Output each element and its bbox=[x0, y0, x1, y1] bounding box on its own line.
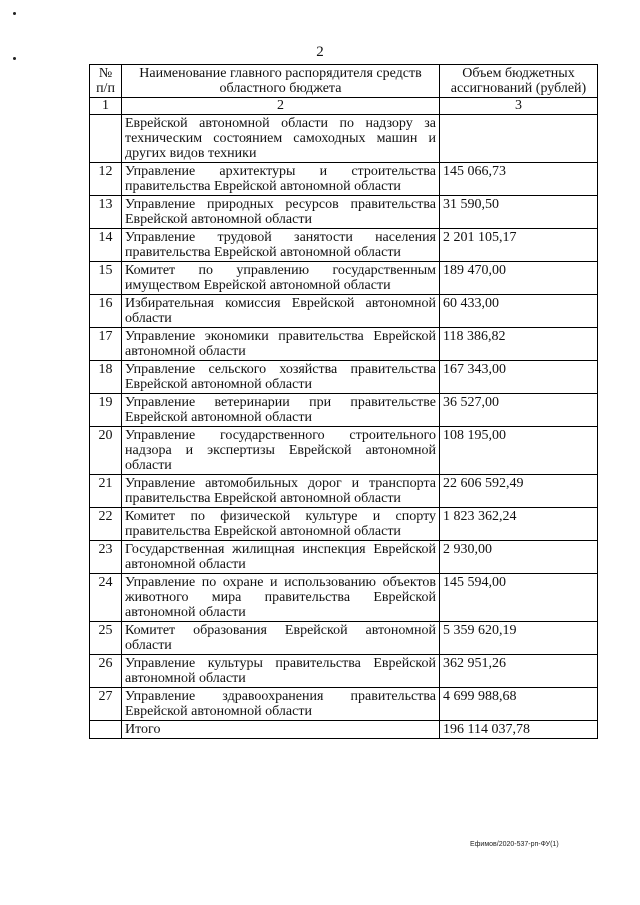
header-name: Наименование главного распорядителя средств областного бюджета bbox=[122, 65, 440, 98]
row-name: Избирательная комиссия Еврейской автономной области bbox=[122, 295, 440, 328]
row-amount: 108 195,00 bbox=[440, 427, 598, 475]
table-row bbox=[90, 262, 598, 295]
table-row bbox=[90, 688, 598, 721]
row-name: Управление природных ресурсов правительства Еврейской автономной области bbox=[122, 196, 440, 229]
row-number: 25 bbox=[90, 622, 122, 655]
row-number: 12 bbox=[90, 163, 122, 196]
header-number: № п/п bbox=[90, 65, 122, 98]
row-amount: 1 823 362,24 bbox=[440, 508, 598, 541]
table-row bbox=[90, 295, 598, 328]
row-amount: 2 930,00 bbox=[440, 541, 598, 574]
table-row bbox=[90, 229, 598, 262]
row-amount: 167 343,00 bbox=[440, 361, 598, 394]
row-name: Еврейской автономной области по надзору за техническим состоянием самоходных машин и других видов техники bbox=[122, 115, 440, 163]
row-number: 22 bbox=[90, 508, 122, 541]
row-name: Управление здравоохранения правительства Еврейской автономной области bbox=[122, 688, 440, 721]
row-amount: 36 527,00 bbox=[440, 394, 598, 427]
row-amount bbox=[440, 115, 598, 163]
table-row bbox=[90, 508, 598, 541]
table-row bbox=[90, 115, 598, 163]
row-number: 13 bbox=[90, 196, 122, 229]
scan-speck bbox=[13, 12, 16, 15]
row-amount: 189 470,00 bbox=[440, 262, 598, 295]
row-amount: 118 386,82 bbox=[440, 328, 598, 361]
row-number: 27 bbox=[90, 688, 122, 721]
row-name: Управление по охране и использованию объектов животного мира правительства Еврейской автономной области bbox=[122, 574, 440, 622]
row-amount: 2 201 105,17 bbox=[440, 229, 598, 262]
row-name: Управление сельского хозяйства правительства Еврейской автономной области bbox=[122, 361, 440, 394]
row-name: Комитет по физической культуре и спорту правительства Еврейской автономной области bbox=[122, 508, 440, 541]
document-code: Ефимов/2020-537-рп-ФУ(1) bbox=[470, 841, 559, 848]
row-amount: 145 594,00 bbox=[440, 574, 598, 622]
column-index: 2 bbox=[122, 98, 440, 115]
row-number: 18 bbox=[90, 361, 122, 394]
row-amount: 4 699 988,68 bbox=[440, 688, 598, 721]
table-row bbox=[90, 361, 598, 394]
column-index: 3 bbox=[440, 98, 598, 115]
table-row bbox=[90, 475, 598, 508]
row-amount: 22 606 592,49 bbox=[440, 475, 598, 508]
table-row bbox=[90, 394, 598, 427]
table-row bbox=[90, 622, 598, 655]
row-amount: 362 951,26 bbox=[440, 655, 598, 688]
row-amount: 5 359 620,19 bbox=[440, 622, 598, 655]
row-number: 23 bbox=[90, 541, 122, 574]
row-number: 17 bbox=[90, 328, 122, 361]
page-number: 2 bbox=[316, 44, 324, 60]
row-amount: 31 590,50 bbox=[440, 196, 598, 229]
row-name: Комитет образования Еврейской автономной области bbox=[122, 622, 440, 655]
row-number: 19 bbox=[90, 394, 122, 427]
row-number bbox=[90, 115, 122, 163]
header-amount: Объем бюджетных ассигнований (рублей) bbox=[440, 65, 598, 98]
row-name: Государственная жилищная инспекция Еврейской автономной области bbox=[122, 541, 440, 574]
total-label: Итого bbox=[122, 721, 440, 739]
row-name: Комитет по управлению государственным имуществом Еврейской автономной области bbox=[122, 262, 440, 295]
column-index: 1 bbox=[90, 98, 122, 115]
row-name: Управление трудовой занятости населения правительства Еврейской автономной области bbox=[122, 229, 440, 262]
row-name: Управление ветеринарии при правительстве Еврейской автономной области bbox=[122, 394, 440, 427]
row-number: 20 bbox=[90, 427, 122, 475]
row-name: Управление экономики правительства Еврейской автономной области bbox=[122, 328, 440, 361]
row-name: Управление государственного строительного надзора и экспертизы Еврейской автономной области bbox=[122, 427, 440, 475]
row-amount: 60 433,00 bbox=[440, 295, 598, 328]
column-index-row bbox=[90, 98, 598, 115]
row-number: 16 bbox=[90, 295, 122, 328]
table-row bbox=[90, 196, 598, 229]
table-header-row bbox=[90, 65, 598, 98]
table-row bbox=[90, 574, 598, 622]
row-number: 15 bbox=[90, 262, 122, 295]
table-row bbox=[90, 655, 598, 688]
row-number: 21 bbox=[90, 475, 122, 508]
row-number: 14 bbox=[90, 229, 122, 262]
total-amount: 196 114 037,78 bbox=[440, 721, 598, 739]
row-name: Управление архитектуры и строительства правительства Еврейской автономной области bbox=[122, 163, 440, 196]
row-number: 24 bbox=[90, 574, 122, 622]
table-row bbox=[90, 163, 598, 196]
row-amount: 145 066,73 bbox=[440, 163, 598, 196]
row-name: Управление культуры правительства Еврейской автономной области bbox=[122, 655, 440, 688]
table-row bbox=[90, 328, 598, 361]
total-row bbox=[90, 721, 598, 739]
table-row bbox=[90, 427, 598, 475]
row-number: 26 bbox=[90, 655, 122, 688]
row-name: Управление автомобильных дорог и транспорта правительства Еврейской автономной области bbox=[122, 475, 440, 508]
budget-table bbox=[89, 64, 598, 739]
table-row bbox=[90, 541, 598, 574]
